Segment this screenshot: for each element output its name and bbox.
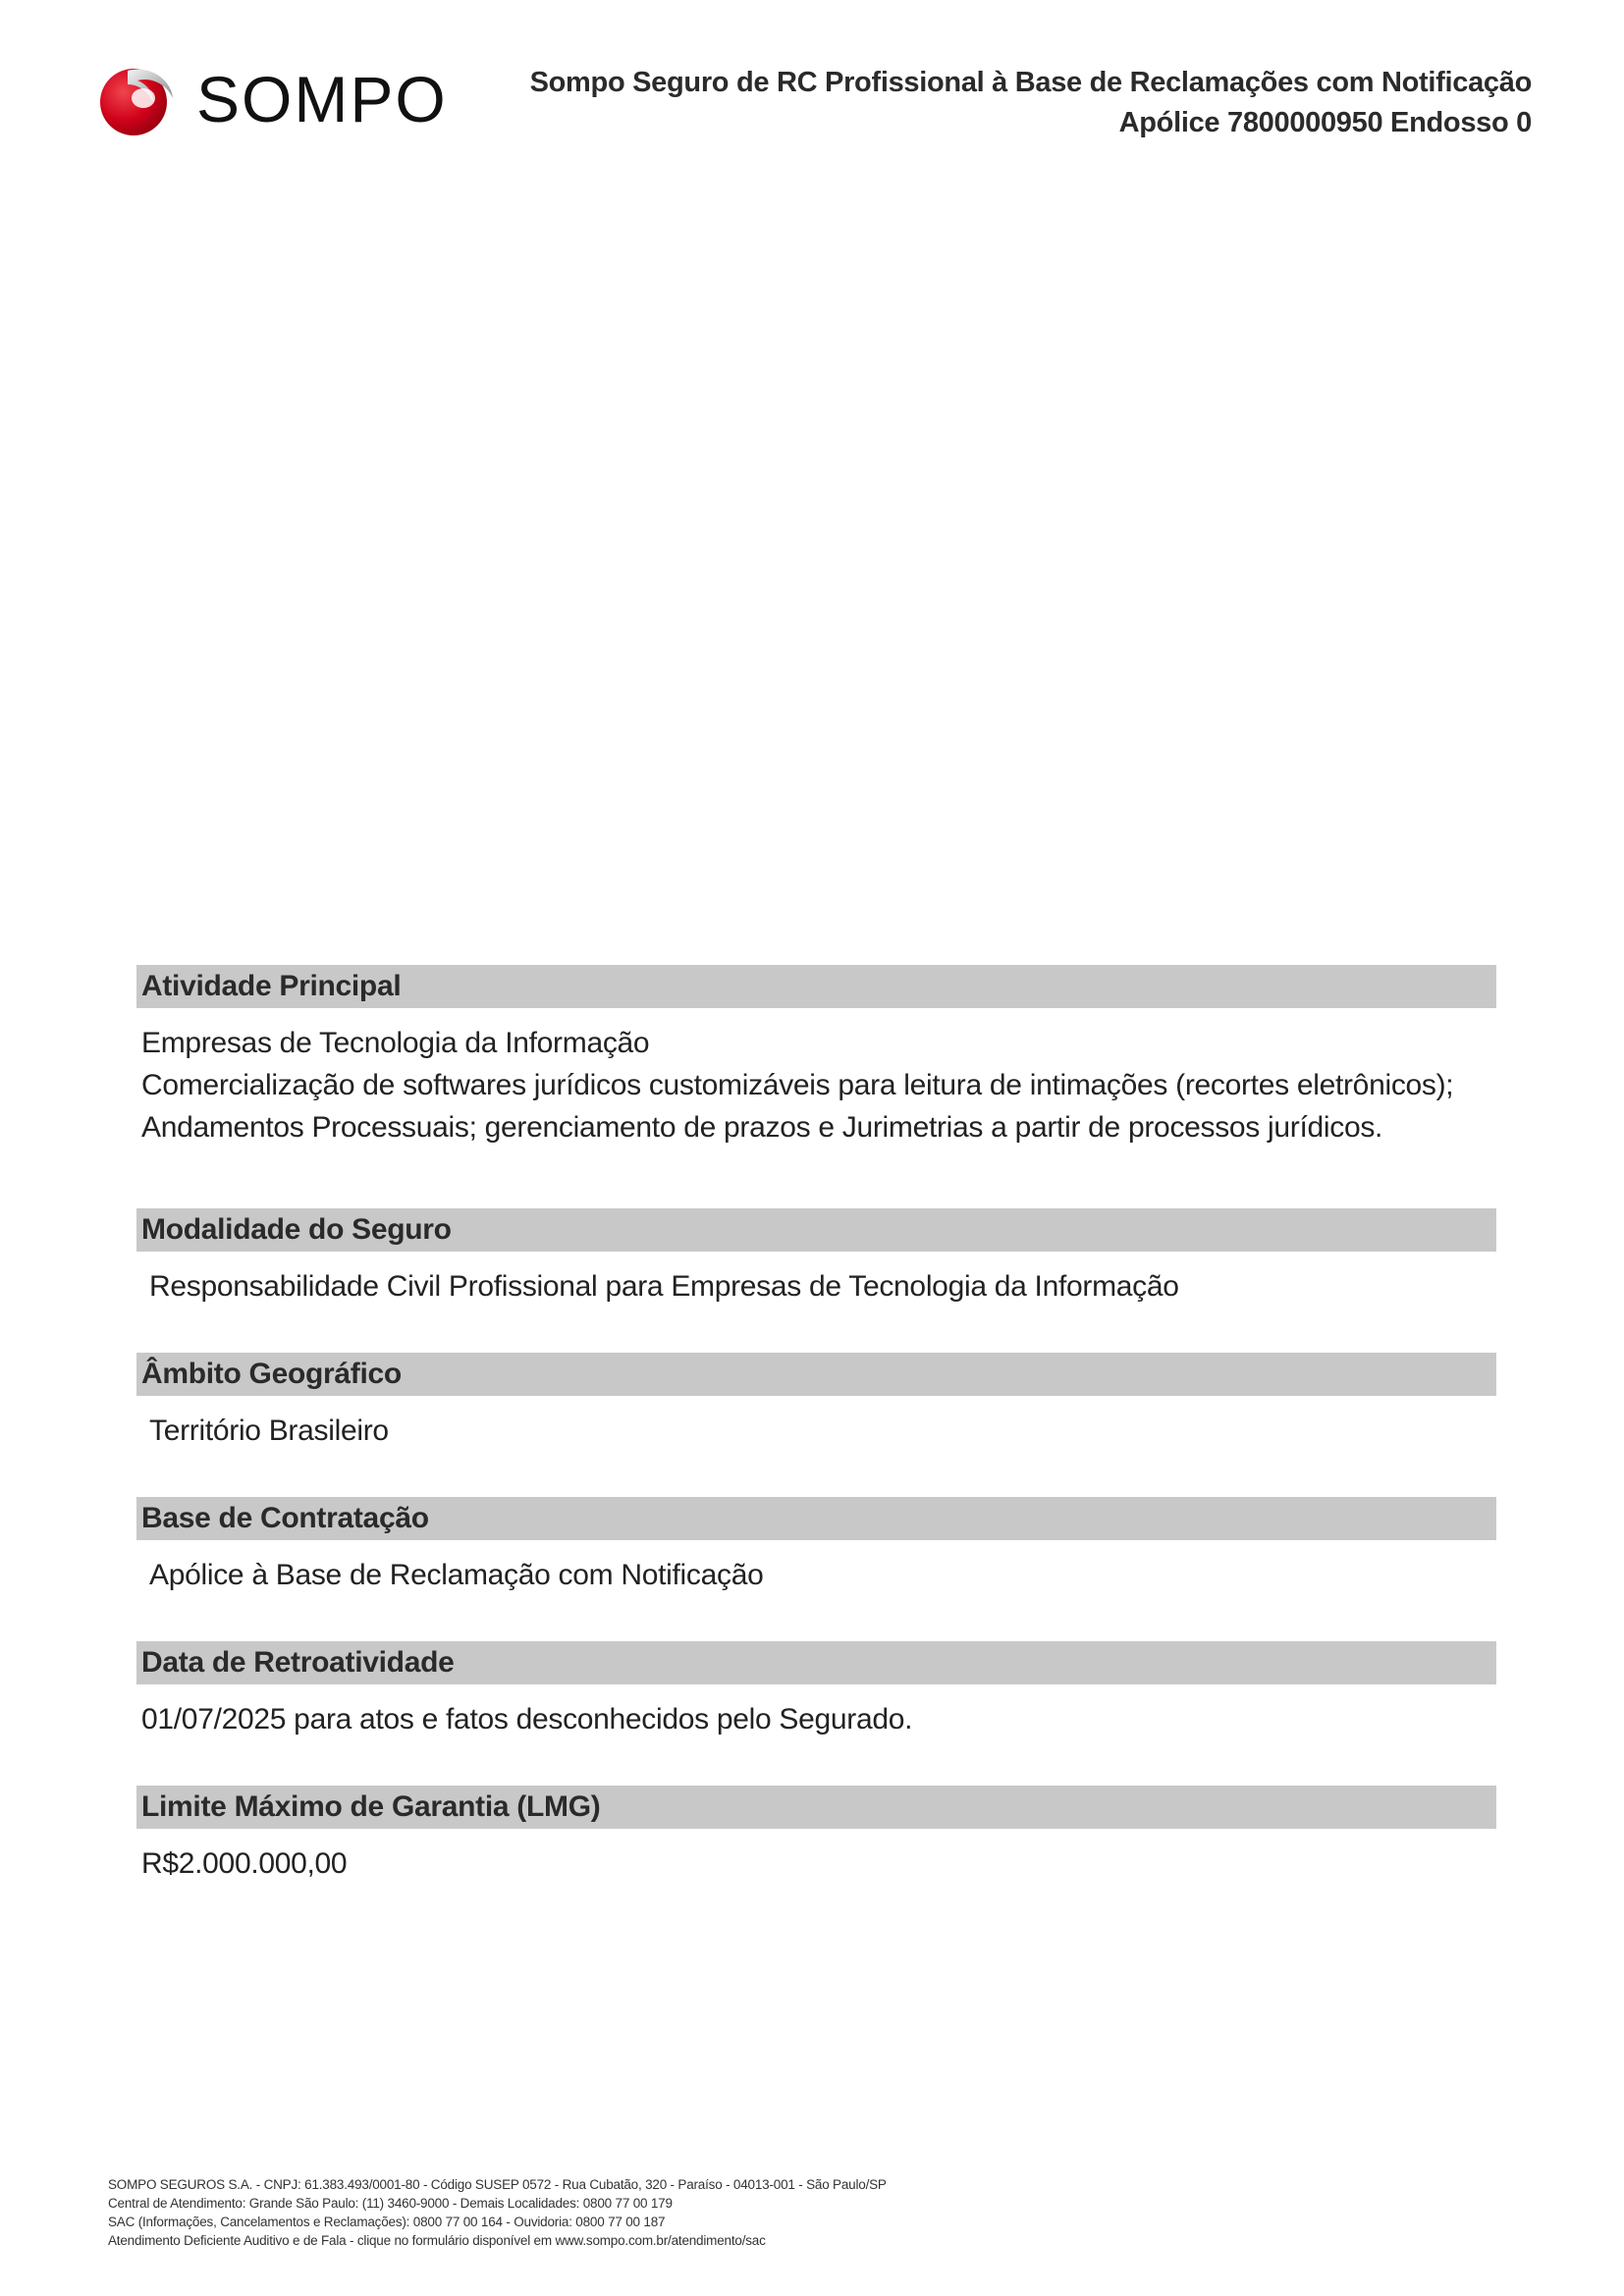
section-base-de-contratacao xyxy=(136,1497,1496,1596)
section-data-de-retroatividade xyxy=(136,1641,1496,1740)
content-line: Andamentos Processuais; gerenciamento de prazos e Jurimetrias a partir de processos jurídicos. xyxy=(141,1111,1383,1144)
section-content xyxy=(136,1554,1496,1596)
company-footer xyxy=(108,2175,887,2250)
section-ambito-geografico xyxy=(136,1353,1496,1452)
section-content xyxy=(136,1842,1496,1885)
sompo-wordmark: SOMPO xyxy=(196,63,448,135)
footer-line: Central de Atendimento: Grande São Paulo: (11) 3460-9000 - Demais Localidades: 0800 77 00 179 xyxy=(108,2196,673,2211)
footer-line: Atendimento Deficiente Auditivo e de Fala - clique no formulário disponível em www.sompo.com.br/atendimento/sac xyxy=(108,2233,766,2248)
sompo-logo xyxy=(98,59,461,139)
section-heading: Limite Máximo de Garantia (LMG) xyxy=(136,1786,1496,1829)
footer-line: SAC (Informações, Cancelamentos e Reclamações): 0800 77 00 164 - Ouvidoria: 0800 77 00 187 xyxy=(108,2215,666,2229)
section-modalidade-do-seguro xyxy=(136,1208,1496,1308)
section-heading: Data de Retroatividade xyxy=(136,1641,1496,1684)
content-line: Responsabilidade Civil Profissional para Empresas de Tecnologia da Informação xyxy=(149,1270,1179,1303)
footer-line: SOMPO SEGUROS S.A. - CNPJ: 61.383.493/0001-80 - Código SUSEP 0572 - Rua Cubatão, 320 - Paraíso - 04013-001 - São Paulo/SP xyxy=(108,2177,887,2192)
section-limite-maximo-de-garantia xyxy=(136,1786,1496,1885)
section-heading: Âmbito Geográfico xyxy=(136,1353,1496,1396)
document-header xyxy=(530,63,1532,143)
section-content xyxy=(136,1410,1496,1452)
content-line: Empresas de Tecnologia da Informação xyxy=(141,1027,650,1059)
content-line: 01/07/2025 para atos e fatos desconhecidos pelo Segurado. xyxy=(141,1703,913,1735)
section-content xyxy=(136,1022,1496,1148)
header-title-line1: Sompo Seguro de RC Profissional à Base de Reclamações com Notificação xyxy=(529,67,1532,98)
content-line: Território Brasileiro xyxy=(149,1415,389,1447)
content-line: Comercialização de softwares jurídicos customizáveis para leitura de intimações (recortes eletrônicos); xyxy=(141,1069,1454,1101)
section-content xyxy=(136,1698,1496,1740)
section-heading: Base de Contratação xyxy=(136,1497,1496,1540)
content-line: Apólice à Base de Reclamação com Notificação xyxy=(149,1559,764,1591)
sompo-logo-icon xyxy=(98,61,177,137)
section-heading: Modalidade do Seguro xyxy=(136,1208,1496,1252)
header-title-line2: Apólice 7800000950 Endosso 0 xyxy=(1118,107,1532,138)
content-line: R$2.000.000,00 xyxy=(141,1847,348,1880)
section-heading: Atividade Principal xyxy=(136,965,1496,1008)
section-content xyxy=(136,1265,1496,1308)
section-atividade-principal xyxy=(136,965,1496,1148)
